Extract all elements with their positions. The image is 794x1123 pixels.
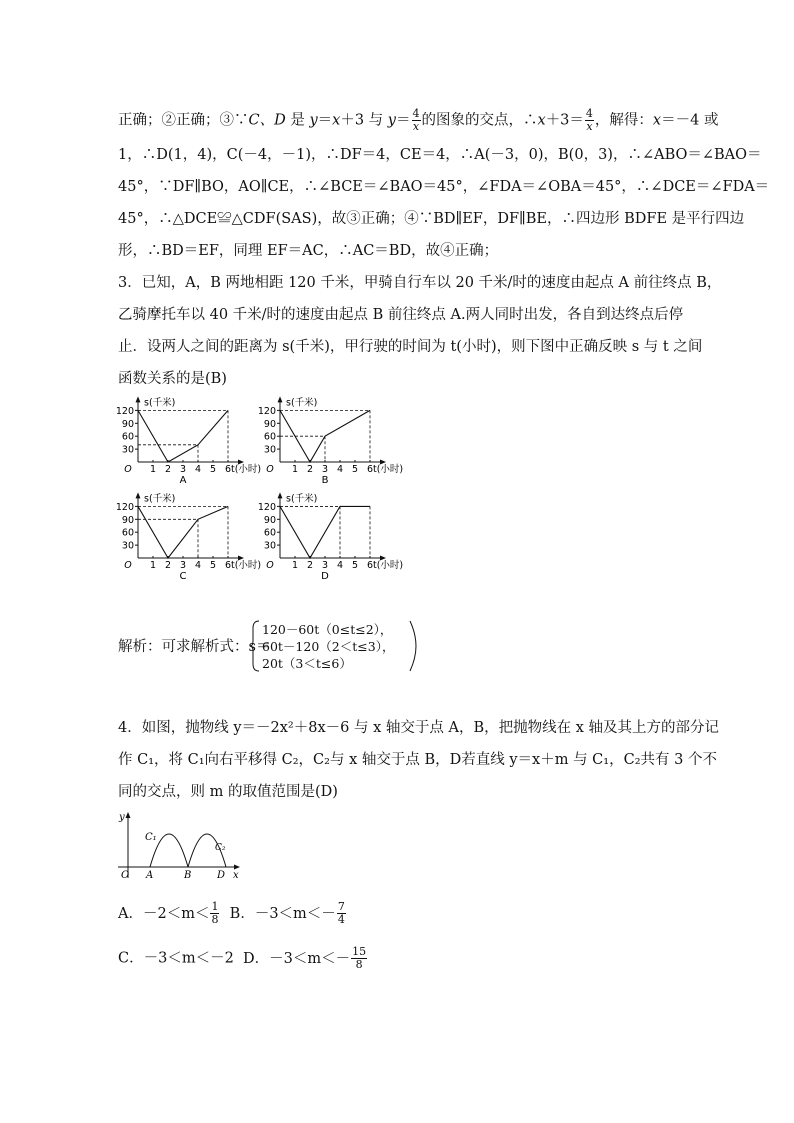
solution-line-4: 45°，∴△DCE≌△CDF(SAS)，故③正确；④∵BD∥EF，DF∥BE，∴四边形 BDFE 是平行四边 [118, 211, 745, 227]
x-tick-label: 1 [291, 464, 299, 475]
parabola-figure [116, 810, 246, 882]
text: 的图象的交点，∴ [421, 112, 538, 129]
y-tick-label: 60 [263, 431, 276, 443]
y-label: y [119, 812, 125, 823]
option-c: C．－3＜m＜－2 [118, 950, 234, 967]
x-axis-label: t(小时) [231, 464, 262, 475]
fraction [351, 946, 367, 971]
origin-label: O [266, 560, 274, 571]
q4-line-2: 作 C₁，将 C₁向右平移得 C₂，C₂与 x 轴交于点 B，D若直线 y＝x＋m 与 C₁，C₂共有 3 个不 [118, 752, 717, 768]
x-tick-label: 2 [164, 560, 172, 571]
y-tick-label: 120 [116, 405, 134, 417]
x-tick-label: 5 [209, 464, 217, 475]
q3-line-3: 止．设两人之间的距离为 s(千米)，甲行驶的时间为 t(小时)，则下图中正确反映 s 与 t 之间 [118, 339, 703, 355]
fraction-numerator: 15 [352, 945, 367, 958]
x-tick-label: 6 [224, 560, 232, 571]
text: x [332, 112, 341, 129]
option-a-text: A．－2＜m＜ [118, 905, 210, 922]
q4-line-1: 4．如图，抛物线 y＝－2x²＋8x－6 与 x 轴交于点 A，B，把抛物线在 x 轴及其上方的部分记 [118, 720, 720, 736]
fraction-denominator: x [586, 120, 593, 133]
solution-line-5: 形，∴BD＝EF，同理 EF＝AC，∴AC＝BD，故④正确； [118, 243, 499, 259]
y-axis-label: s(千米) [144, 397, 176, 409]
x-tick-label: 4 [194, 464, 202, 475]
piece-3: 20t（3＜t≤6） [262, 656, 352, 671]
x-tick-label: 5 [351, 560, 359, 571]
solution-line-1 [118, 108, 718, 133]
y-tick-label: 90 [263, 514, 276, 526]
x-label: x [233, 870, 239, 881]
graph-caption: B [321, 475, 329, 486]
text: C、D [248, 112, 286, 129]
fraction [210, 901, 219, 926]
fraction [585, 108, 594, 133]
x-tick-label: 3 [321, 464, 329, 475]
y-tick-label: 30 [121, 540, 134, 552]
q3-line-1: 3．已知，A，B 两地相距 120 千米，甲骑自行车以 20 千米/时的速度由起点 A 前往终点 B， [118, 275, 722, 291]
y-tick-label: 90 [121, 418, 134, 430]
fraction-numerator: 1 [211, 900, 219, 913]
q4-line-3: 同的交点，则 m 的取值范围是(D) [118, 784, 338, 800]
fraction-numerator: 7 [337, 900, 345, 913]
y-tick-label: 60 [121, 431, 134, 443]
origin-label: O [266, 464, 274, 475]
x-tick-label: 1 [291, 560, 299, 571]
y-tick-label: 60 [263, 527, 276, 539]
text: 是 [285, 112, 310, 129]
text: ＝－4 或 [661, 112, 719, 129]
text: ，解得： [594, 112, 653, 129]
x-tick-label: 1 [149, 464, 157, 475]
q3-line-2: 乙骑摩托车以 40 千米/时的速度由起点 B 前往终点 A.两人同时出发，各自到达终点后停 [118, 307, 684, 323]
graph-caption: A [179, 475, 187, 486]
option-b-text: B．－3＜m＜－ [229, 905, 336, 922]
y-tick-label: 90 [263, 418, 276, 430]
piece-2: 60t－120（2＜t≤3）， [262, 639, 395, 654]
y-tick-label: 30 [263, 540, 276, 552]
option-b [229, 900, 347, 926]
solution-line-3: 45°，∵DF∥BO，AO∥CE，∴∠BCE＝∠BAO＝45°，∠FDA＝∠OBA＝45°，∴∠DCE＝∠FDA＝ [118, 179, 770, 195]
graph-option-d [258, 490, 418, 586]
x-tick-label: 5 [351, 464, 359, 475]
x-tick-label: 2 [306, 464, 314, 475]
origin-label: O [121, 870, 130, 881]
series-line [138, 410, 228, 462]
x-tick-label: 1 [149, 560, 157, 571]
fraction-denominator: 8 [211, 913, 219, 926]
fraction-denominator: x [412, 120, 420, 133]
origin-label: O [124, 464, 132, 475]
x-tick-label: 6 [366, 464, 374, 475]
origin-label: O [124, 560, 132, 571]
curve-c2-label: C₂ [215, 843, 226, 853]
y-tick-label: 120 [258, 405, 276, 417]
fraction-numerator: 4 [585, 107, 593, 120]
y-tick-label: 90 [121, 514, 134, 526]
text: ＝ [317, 112, 333, 129]
y-axis-arrow [278, 492, 283, 498]
graph-option-b [258, 394, 418, 490]
option-d-text: D．－3＜m＜－ [243, 950, 351, 967]
text: 正确；②正确；③∵ [118, 112, 249, 129]
y-tick-label: 30 [121, 444, 134, 456]
y-axis-arrow [136, 492, 141, 498]
x-tick-label: 3 [321, 560, 329, 571]
x-tick-label: 2 [306, 560, 314, 571]
x-tick-label: 3 [179, 560, 187, 571]
graph-option-c [116, 490, 276, 586]
y-axis-label: s(千米) [286, 397, 318, 409]
y-axis-label: s(千米) [144, 493, 176, 505]
point-d-label: D [217, 870, 226, 881]
graph-option-a [116, 394, 276, 490]
y-tick-label: 120 [258, 501, 276, 513]
text: y [309, 112, 318, 129]
y-axis-arrow [278, 396, 283, 402]
x-tick-label: 3 [179, 464, 187, 475]
x-axis-arrow [234, 865, 240, 870]
text: y [387, 112, 396, 129]
fraction [412, 108, 421, 133]
curve-c1-label: C₁ [145, 832, 157, 843]
solution-line-2: 1，∴D(1，4)，C(－4，－1)，∴DF＝4，CE＝4，∴A(－3，0)，B(0，3)，∴∠ABO＝∠BAO＝ [118, 147, 762, 163]
q4-options-cd [118, 946, 368, 971]
x-tick-label: 4 [194, 560, 202, 571]
series-line [138, 506, 228, 558]
text: x [537, 112, 546, 129]
x-axis-label: t(小时) [373, 560, 404, 571]
x-tick-label: 2 [164, 464, 172, 475]
point-a-label: A [146, 870, 154, 881]
piecewise-lines [262, 621, 394, 672]
y-axis-arrow [136, 396, 141, 402]
x-tick-label: 6 [224, 464, 232, 475]
y-tick-label: 30 [263, 444, 276, 456]
graph-caption: C [179, 571, 187, 582]
x-tick-label: 4 [336, 464, 344, 475]
fraction [337, 901, 346, 926]
text: ＝ [396, 112, 411, 129]
q4-options-ab [118, 901, 347, 926]
option-a [118, 900, 220, 926]
text: x [652, 112, 662, 129]
x-tick-label: 5 [209, 560, 217, 571]
x-axis-label: t(小时) [231, 560, 262, 571]
x-axis-label: t(小时) [373, 464, 404, 475]
y-tick-label: 120 [116, 501, 134, 513]
y-tick-label: 60 [121, 527, 134, 539]
q3-line-4: 函数关系的是(B) [118, 371, 227, 387]
right-paren [408, 620, 418, 672]
fraction-denominator: 8 [355, 958, 363, 971]
y-axis-label: s(千米) [286, 493, 318, 505]
series-line [280, 410, 370, 462]
graph-caption: D [321, 571, 329, 582]
series-line [280, 506, 370, 558]
analysis-label: 解析：可求解析式：s＝ [118, 639, 271, 655]
text: ＋3 与 [340, 112, 388, 129]
point-b-label: B [184, 870, 192, 881]
y-axis-arrow [126, 812, 131, 818]
left-brace [250, 620, 260, 672]
text: ＋3＝ [545, 112, 584, 129]
option-d [243, 945, 368, 971]
fraction-numerator: 4 [412, 107, 420, 120]
x-tick-label: 4 [336, 560, 344, 571]
x-tick-label: 6 [366, 560, 374, 571]
fraction-denominator: 4 [337, 913, 345, 926]
piece-1: 120－60t（0≤t≤2）， [262, 622, 393, 637]
